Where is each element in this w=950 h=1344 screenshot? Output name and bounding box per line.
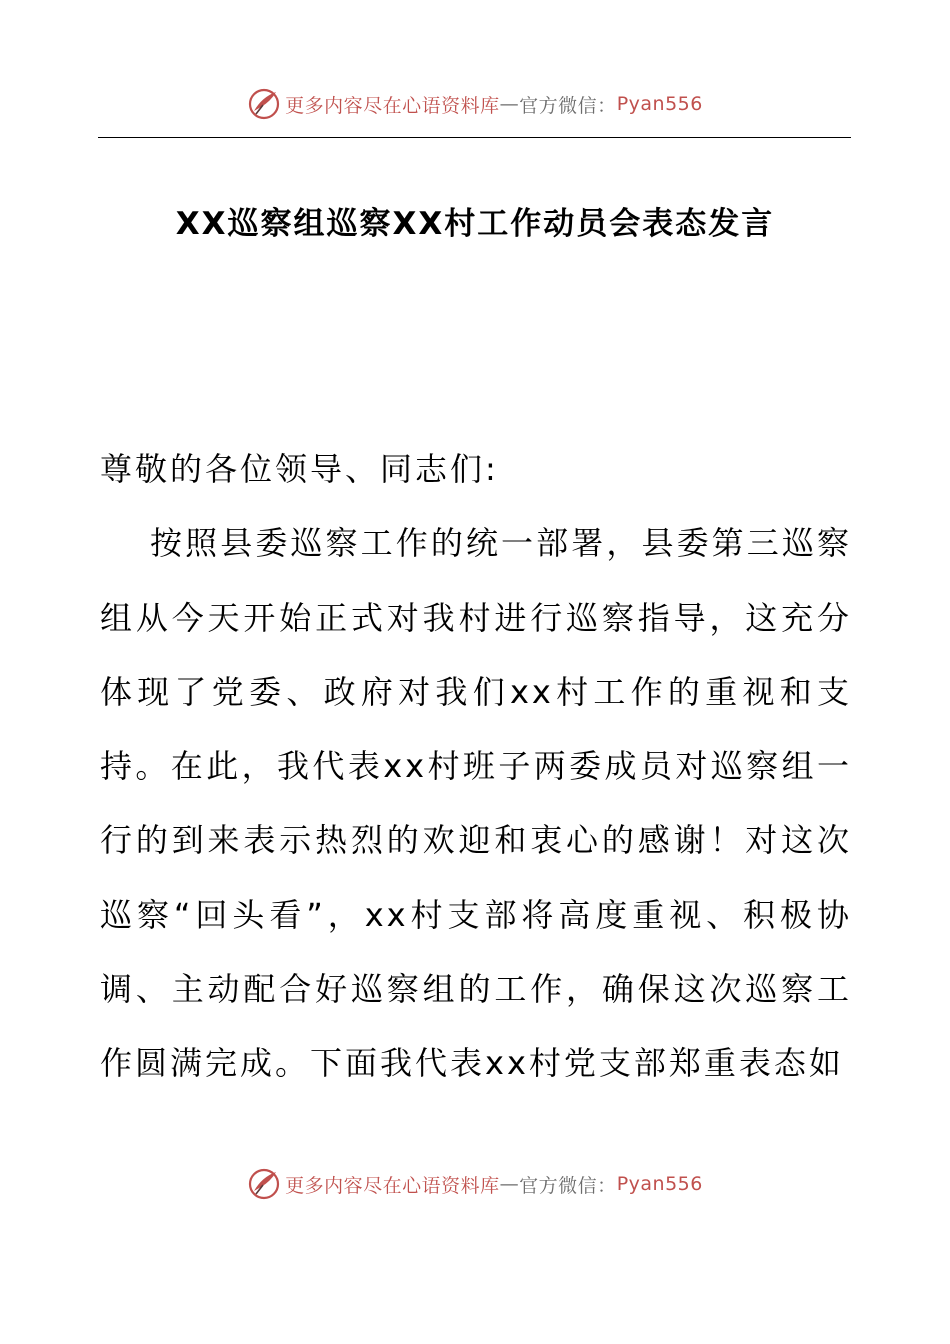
quill-pen-logo-icon (247, 1167, 281, 1201)
banner-separator: — (499, 93, 520, 115)
header-banner (0, 82, 950, 126)
quill-pen-logo-icon (247, 87, 281, 121)
footer-banner (0, 1162, 950, 1206)
document-body (100, 432, 852, 1101)
banner-brand-text: 更多内容尽在心语资料库 (285, 1174, 500, 1197)
banner-wechat-label: 官方微信： (519, 1174, 617, 1197)
paragraph: 按照县委巡察工作的统一部署，县委第三巡察组从今天开始正式对我村进行巡察指导，这充分体现了党委、政府对我们xx村工作的重视和支持。在此，我代表xx村班子两委成员对巡察组一行的到来表示热烈的欢迎和衷心的感谢！对这次巡察“回头看”，xx村支部将高度重视、积极协调、主动配合好巡察组的工作，确保这次巡察工作圆满完成。下面我代表xx村党支部郑重表态如 (100, 524, 852, 1083)
banner-wechat-label: 官方微信： (519, 94, 617, 117)
banner-wechat-id: Pyan556 (616, 93, 703, 115)
banner-brand-text: 更多内容尽在心语资料库 (285, 94, 500, 117)
salutation: 尊敬的各位领导、同志们: (100, 450, 499, 488)
banner-wechat-id: Pyan556 (616, 1173, 703, 1195)
banner-separator: — (499, 1173, 520, 1195)
document-title: XX巡察组巡察XX村工作动员会表态发言 (175, 206, 775, 242)
header-divider (98, 137, 851, 138)
